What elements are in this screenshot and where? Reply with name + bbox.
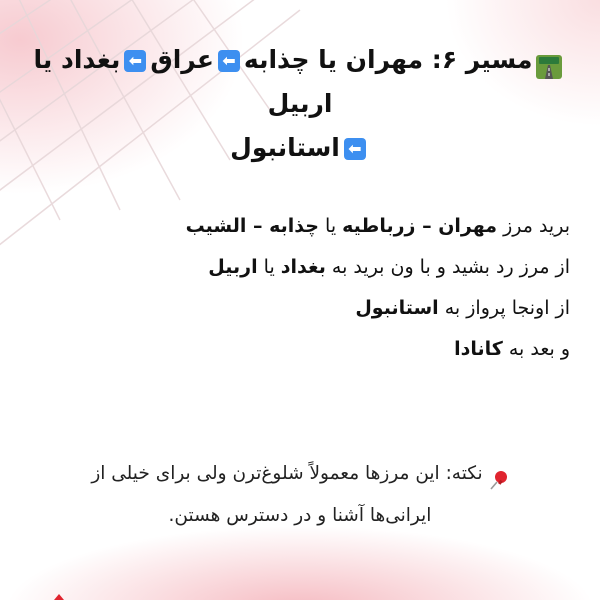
title-segment-1: مسیر ۶: مهران یا چذابه <box>243 45 533 74</box>
left-arrow-icon: ⬅ <box>344 138 366 160</box>
step-text: یا <box>257 256 281 278</box>
step-highlight: اربیل <box>208 256 258 278</box>
route-step <box>20 288 570 329</box>
route-step <box>20 247 570 288</box>
left-arrow-icon: ⬅ <box>124 50 146 72</box>
title-segment-3: بغداد یا اربیل <box>33 45 333 118</box>
step-highlight: مهران – زرباطیه <box>342 215 498 237</box>
step-text: و بعد به <box>502 338 570 360</box>
note-block <box>30 453 570 537</box>
title-segment-2: عراق <box>150 45 214 74</box>
step-text: از مرز رد بشید و با ون برید به <box>325 256 570 278</box>
route-step <box>20 206 570 247</box>
step-highlight: بغداد <box>280 256 326 278</box>
left-arrow-icon: ⬅ <box>218 50 240 72</box>
route-steps <box>20 206 570 370</box>
pushpin-icon <box>489 464 509 484</box>
step-text: برید مرز <box>497 215 570 237</box>
title-segment-4: استانبول <box>230 133 340 162</box>
step-text: از اونجا پرواز به <box>438 297 570 319</box>
step-text: یا <box>318 215 343 237</box>
decorative-triangle <box>54 594 64 600</box>
route-step <box>20 329 570 370</box>
note-line <box>30 495 570 537</box>
note-text: نکته: این مرزها معمولاً شلوغ‌ترن ولی برای خیلی از <box>91 463 483 484</box>
step-highlight: چذابه – الشیب <box>185 215 319 237</box>
page-title <box>20 38 580 170</box>
step-highlight: کانادا <box>454 338 503 360</box>
step-highlight: استانبول <box>355 297 439 319</box>
note-line <box>30 453 570 495</box>
motorway-icon <box>536 49 562 73</box>
note-text: ایرانی‌ها آشنا و در دسترس هستن. <box>168 505 432 526</box>
